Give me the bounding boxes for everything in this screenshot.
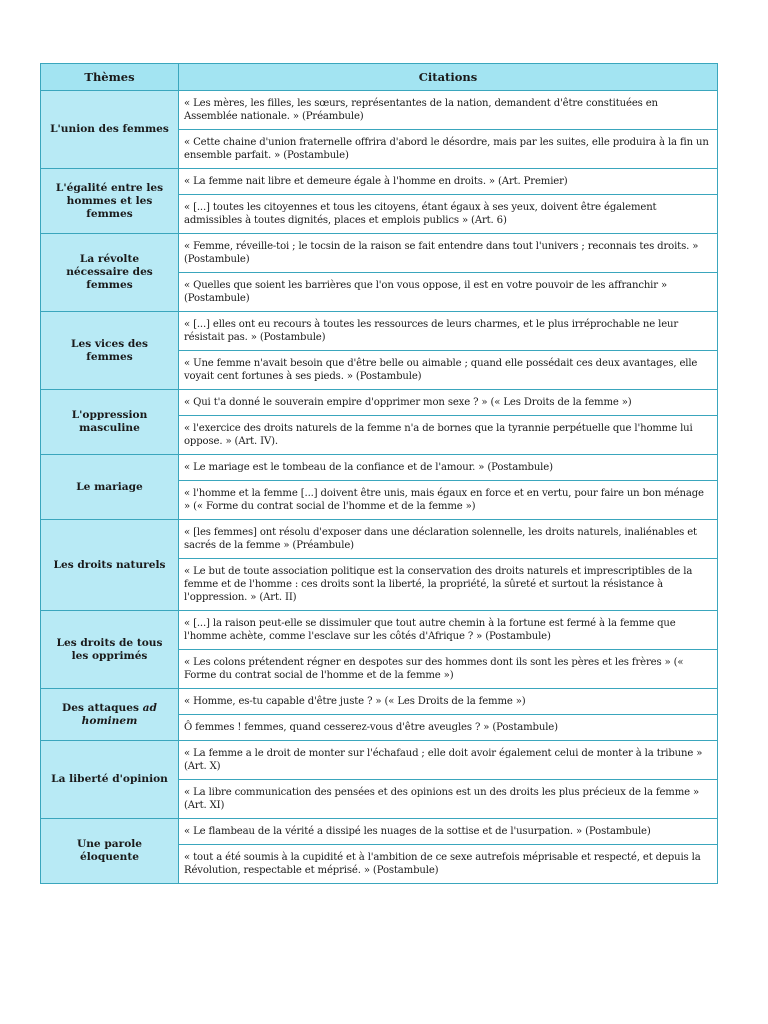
header-row — [41, 64, 718, 91]
quote-cell: « La femme nait libre et demeure égale à l'homme en droits. » (Art. Premier) — [179, 169, 718, 195]
quote-cell: « l'exercice des droits naturels de la femme n'a de bornes que la tyrannie perpétuelle que l'homme lui oppose. » (Art. IV). — [179, 416, 718, 455]
theme-cell: La révolte nécessaire des femmes — [41, 234, 179, 312]
table-row — [41, 91, 718, 130]
table-row — [41, 312, 718, 351]
quote-cell: « Cette chaine d'union fraternelle offrira d'abord le désordre, mais par les suites, elle produira à la fin un ensemble parfait. » (Postambule) — [179, 130, 718, 169]
theme-cell: Une parole éloquente — [41, 819, 179, 884]
quote-cell: « [...] toutes les citoyennes et tous les citoyens, étant égaux à ses yeux, doivent être également admissibles à toutes dignités, places et emplois publics » (Art. 6) — [179, 195, 718, 234]
table-row — [41, 611, 718, 650]
theme-cell: L'union des femmes — [41, 91, 179, 169]
theme-cell: La liberté d'opinion — [41, 741, 179, 819]
theme-cell: L'oppression masculine — [41, 390, 179, 455]
table-row — [41, 819, 718, 845]
theme-cell: Les droits de tous les opprimés — [41, 611, 179, 689]
quote-cell: « Homme, es-tu capable d'être juste ? » (« Les Droits de la femme ») — [179, 689, 718, 715]
table-row — [41, 455, 718, 481]
theme-cell: Le mariage — [41, 455, 179, 520]
quote-cell: « tout a été soumis à la cupidité et à l'ambition de ce sexe autrefois méprisable et respecté, et depuis la Révolution, respectable et méprisé. » (Postambule) — [179, 845, 718, 884]
quote-cell: « La libre communication des pensées et des opinions est un des droits les plus précieux de la femme » (Art. XI) — [179, 780, 718, 819]
quote-cell: « Les colons prétendent régner en despotes sur des hommes dont ils sont les pères et les frères » (« Forme du contrat social de l'homme et de la femme ») — [179, 650, 718, 689]
quote-cell: « [les femmes] ont résolu d'exposer dans une déclaration solennelle, les droits naturels, inaliénables et sacrés de la femme » (Préambule) — [179, 520, 718, 559]
quote-cell: « [...] la raison peut-elle se dissimuler que tout autre chemin à la fortune est fermé à la femme que l'homme achète, comme l'esclave sur les côtés d'Afrique ? » (Postambule) — [179, 611, 718, 650]
theme-cell: L'égalité entre les hommes et les femmes — [41, 169, 179, 234]
table-row — [41, 390, 718, 416]
table-row — [41, 169, 718, 195]
quote-cell: « Le flambeau de la vérité a dissipé les nuages de la sottise et de l'usurpation. » (Postambule) — [179, 819, 718, 845]
header-themes: Thèmes — [41, 64, 179, 91]
theme-text: Des attaques — [62, 701, 139, 714]
quote-cell: « Les mères, les filles, les sœurs, représentantes de la nation, demandent d'être constituées en Assemblée nationale. » (Préambule) — [179, 91, 718, 130]
theme-italic-text: ad hominem — [81, 701, 157, 727]
quote-cell: « La femme a le droit de monter sur l'échafaud ; elle doit avoir également celui de monter à la tribune » (Art. X) — [179, 741, 718, 780]
themes-citations-table — [40, 63, 718, 884]
table-row — [41, 741, 718, 780]
quote-cell: Ô femmes ! femmes, quand cesserez-vous d'être aveugles ? » (Postambule) — [179, 715, 718, 741]
quote-cell: « Qui t'a donné le souverain empire d'opprimer mon sexe ? » (« Les Droits de la femme ») — [179, 390, 718, 416]
quote-cell: « [...] elles ont eu recours à toutes les ressources de leurs charmes, et le plus irréprochable ne leur résistait pas. » (Postambule) — [179, 312, 718, 351]
table-row — [41, 520, 718, 559]
quote-cell: « Une femme n'avait besoin que d'être belle ou aimable ; quand elle possédait ces deux avantages, elle voyait cent fortunes à ses pieds. » (Postambule) — [179, 351, 718, 390]
table-row — [41, 689, 718, 715]
quote-cell: « Le but de toute association politique est la conservation des droits naturels et imprescriptibles de la femme et de l'homme : ces droits sont la liberté, la propriété, la sûreté et surtout la résistance à l'oppression. » (Art. II) — [179, 559, 718, 611]
quote-cell: « Femme, réveille-toi ; le tocsin de la raison se fait entendre dans tout l'univers ; reconnais tes droits. » (Postambule) — [179, 234, 718, 273]
header-citations: Citations — [179, 64, 718, 91]
theme-cell: Les droits naturels — [41, 520, 179, 611]
table-row — [41, 234, 718, 273]
quote-cell: « Le mariage est le tombeau de la confiance et de l'amour. » (Postambule) — [179, 455, 718, 481]
theme-cell-ad-hominem — [41, 689, 179, 741]
quote-cell: « l'homme et la femme [...] doivent être unis, mais égaux en force et en vertu, pour faire un bon ménage » (« Forme du contrat social de l'homme et de la femme ») — [179, 481, 718, 520]
theme-cell: Les vices des femmes — [41, 312, 179, 390]
quote-cell: « Quelles que soient les barrières que l'on vous oppose, il est en votre pouvoir de les affranchir » (Postambule) — [179, 273, 718, 312]
